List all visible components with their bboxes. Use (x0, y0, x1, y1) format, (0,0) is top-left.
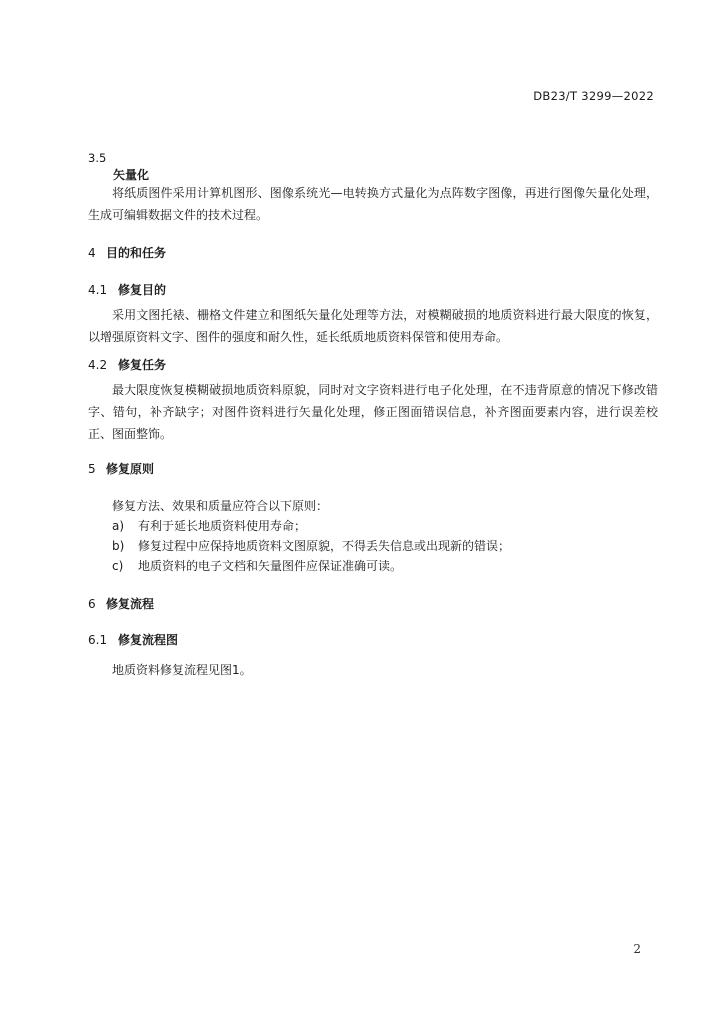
list-item (112, 538, 510, 554)
section-number: 4.1 (88, 283, 108, 297)
paragraph-4-2: 最大限度恢复模糊破损地质资料原貌，同时对文字资料进行电子化处理，在不违背原意的情况下修改错字、错句，补齐缺字；对图件资料进行矢量化处理，修正图面错误信息，补齐图面要素内容，进行误差校正、图面整饰。 (88, 383, 658, 441)
list-item (112, 518, 306, 534)
section-title: 修复原则 (106, 462, 155, 476)
standard-code: DB23/T 3299—2022 (533, 89, 654, 103)
section-number: 4.2 (88, 358, 108, 372)
section-heading-4-1 (88, 282, 166, 298)
list-marker: b) (112, 539, 125, 553)
list-intro: 修复方法、效果和质量应符合以下原则： (112, 499, 329, 513)
list-item-text: 有利于延长地质资料使用寿命； (138, 519, 307, 533)
section-number: 6.1 (88, 633, 108, 647)
section-title: 修复任务 (118, 358, 167, 372)
list-item-text: 地质资料的电子文档和矢量图件应保证准确可读。 (138, 559, 403, 573)
clause-number-3-5: 3.5 (88, 151, 107, 165)
list-item-text: 修复过程中应保持地质资料文图原貌，不得丢失信息或出现新的错误； (138, 539, 511, 553)
section-number: 6 (88, 597, 96, 611)
section-title: 目的和任务 (106, 246, 167, 260)
list-item (112, 558, 402, 574)
section-heading-6 (88, 596, 154, 612)
section-title: 修复目的 (118, 283, 167, 297)
paragraph-4-1: 采用文图托裱、栅格文件建立和图纸矢量化处理等方法，对模糊破损的地质资料进行最大限度的恢复，以增强原资料文字、图件的强度和耐久性，延长纸质地质资料保管和使用寿命。 (88, 308, 658, 344)
section-number: 4 (88, 246, 96, 260)
section-title: 修复流程 (106, 597, 155, 611)
term-definition: 将纸质图件采用计算机图形、图像系统光—电转换方式量化为点阵数字图像，再进行图像矢量化处理，生成可编辑数据文件的技术过程。 (88, 186, 658, 222)
section-heading-6-1 (88, 632, 178, 648)
section-heading-4 (88, 245, 166, 261)
page-number: 2 (633, 942, 641, 956)
section-heading-4-2 (88, 357, 166, 373)
section-number: 5 (88, 462, 96, 476)
paragraph-6-1: 地质资料修复流程见图1。 (112, 663, 252, 677)
list-marker: a) (112, 519, 125, 533)
term-title: 矢量化 (113, 168, 150, 182)
section-heading-5 (88, 461, 154, 477)
list-marker: c) (112, 559, 124, 573)
section-title: 修复流程图 (118, 633, 179, 647)
